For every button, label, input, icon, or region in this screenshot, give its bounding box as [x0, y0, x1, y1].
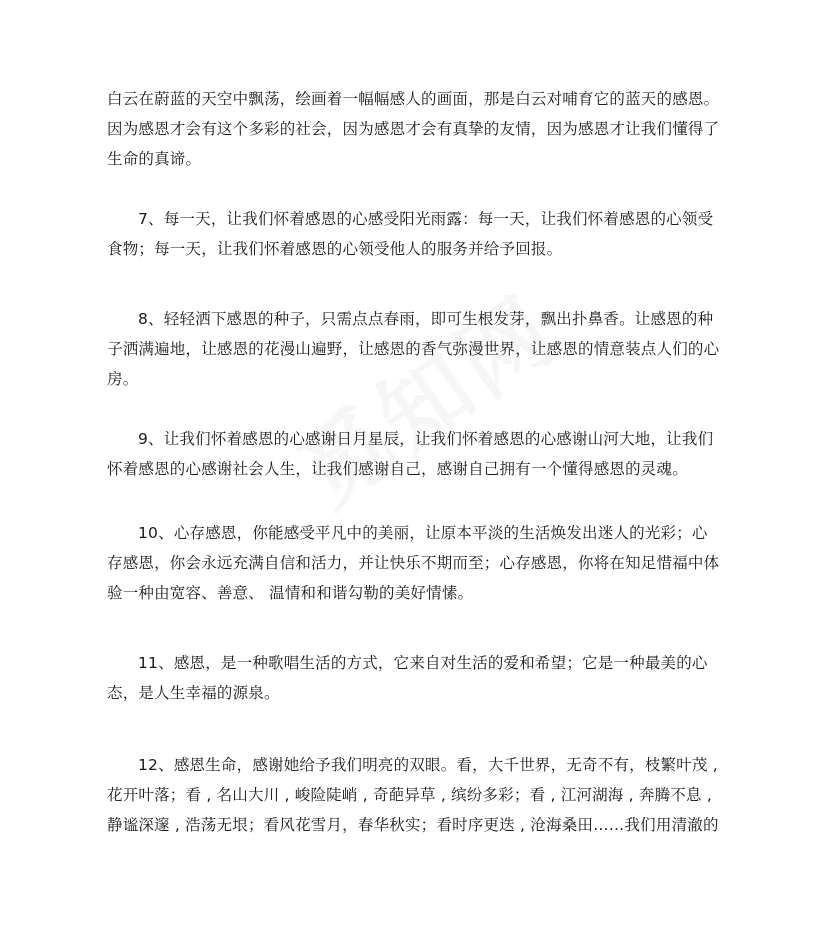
paragraph-8	[107, 304, 727, 394]
text-line: 态，是人生幸福的源泉。	[107, 684, 280, 702]
paragraph-9	[107, 424, 727, 484]
paragraph-12	[107, 750, 727, 840]
paragraph-10	[107, 518, 727, 608]
text-line: 花开叶落；看 , 名山大川 , 峻险陡峭 , 奇葩异草 , 缤纷多彩；看 , 江河湖海 , 奔腾不息 ,	[107, 786, 712, 804]
text-line: 10、心存感恩，你能感受平凡中的美丽，让原本平淡的生活焕发出迷人的光彩；心	[138, 524, 708, 542]
text-line: 白云在蔚蓝的天空中飘荡，绘画着一幅幅感人的画面，那是白云对哺育它的蓝天的感恩。	[107, 90, 720, 108]
text-line: 7、每一天，让我们怀着感恩的心感受阳光雨露：每一天，让我们怀着感恩的心领受	[138, 210, 714, 228]
text-line: 生命的真谛。	[107, 150, 202, 168]
text-line: 8、轻轻洒下感恩的种子，只需点点春雨，即可生根发芽，飘出扑鼻香。让感恩的种	[138, 310, 714, 328]
text-line: 怀着感恩的心感谢社会人生，让我们感谢自己，感谢自己拥有一个懂得感恩的灵魂。	[107, 460, 688, 478]
watermark	[269, 259, 579, 531]
text-line: 验一种由宽容、善意、 温情和和谐勾勒的美好情愫。	[107, 584, 474, 602]
text-line: 静谧深邃 , 浩荡无垠；看风花雪月，春华秋实；看时序更迭 , 沧海桑田……我们用清澈的	[107, 816, 719, 834]
text-line: 食物；每一天，让我们怀着感恩的心领受他人的服务并给予回报。	[107, 240, 563, 258]
paragraph-11	[107, 648, 727, 708]
paragraph-continuation	[107, 84, 727, 174]
paragraph-7	[107, 204, 727, 264]
text-line: 9、让我们怀着感恩的心感谢日月星辰，让我们怀着感恩的心感谢山河大地，让我们	[138, 430, 714, 448]
text-line: 存感恩，你会永远充满自信和活力，并让快乐不期而至；心存感恩，你将在知足惜福中体	[107, 554, 720, 572]
text-line: 12、感恩生命，感谢她给予我们明亮的双眼。看，大千世界，无奇不有，枝繁叶茂 ,	[138, 756, 718, 774]
text-line: 因为感恩才会有这个多彩的社会，因为感恩才会有真挚的友情，因为感恩才让我们懂得了	[107, 120, 720, 138]
text-line: 子洒满遍地，让感恩的花漫山遍野，让感恩的香气弥漫世界，让感恩的情意装点人们的心	[107, 340, 720, 358]
text-line: 房。	[107, 370, 139, 388]
text-line: 11、感恩，是一种歌唱生活的方式，它来自对生活的爱和希望；它是一种最美的心	[138, 654, 708, 672]
